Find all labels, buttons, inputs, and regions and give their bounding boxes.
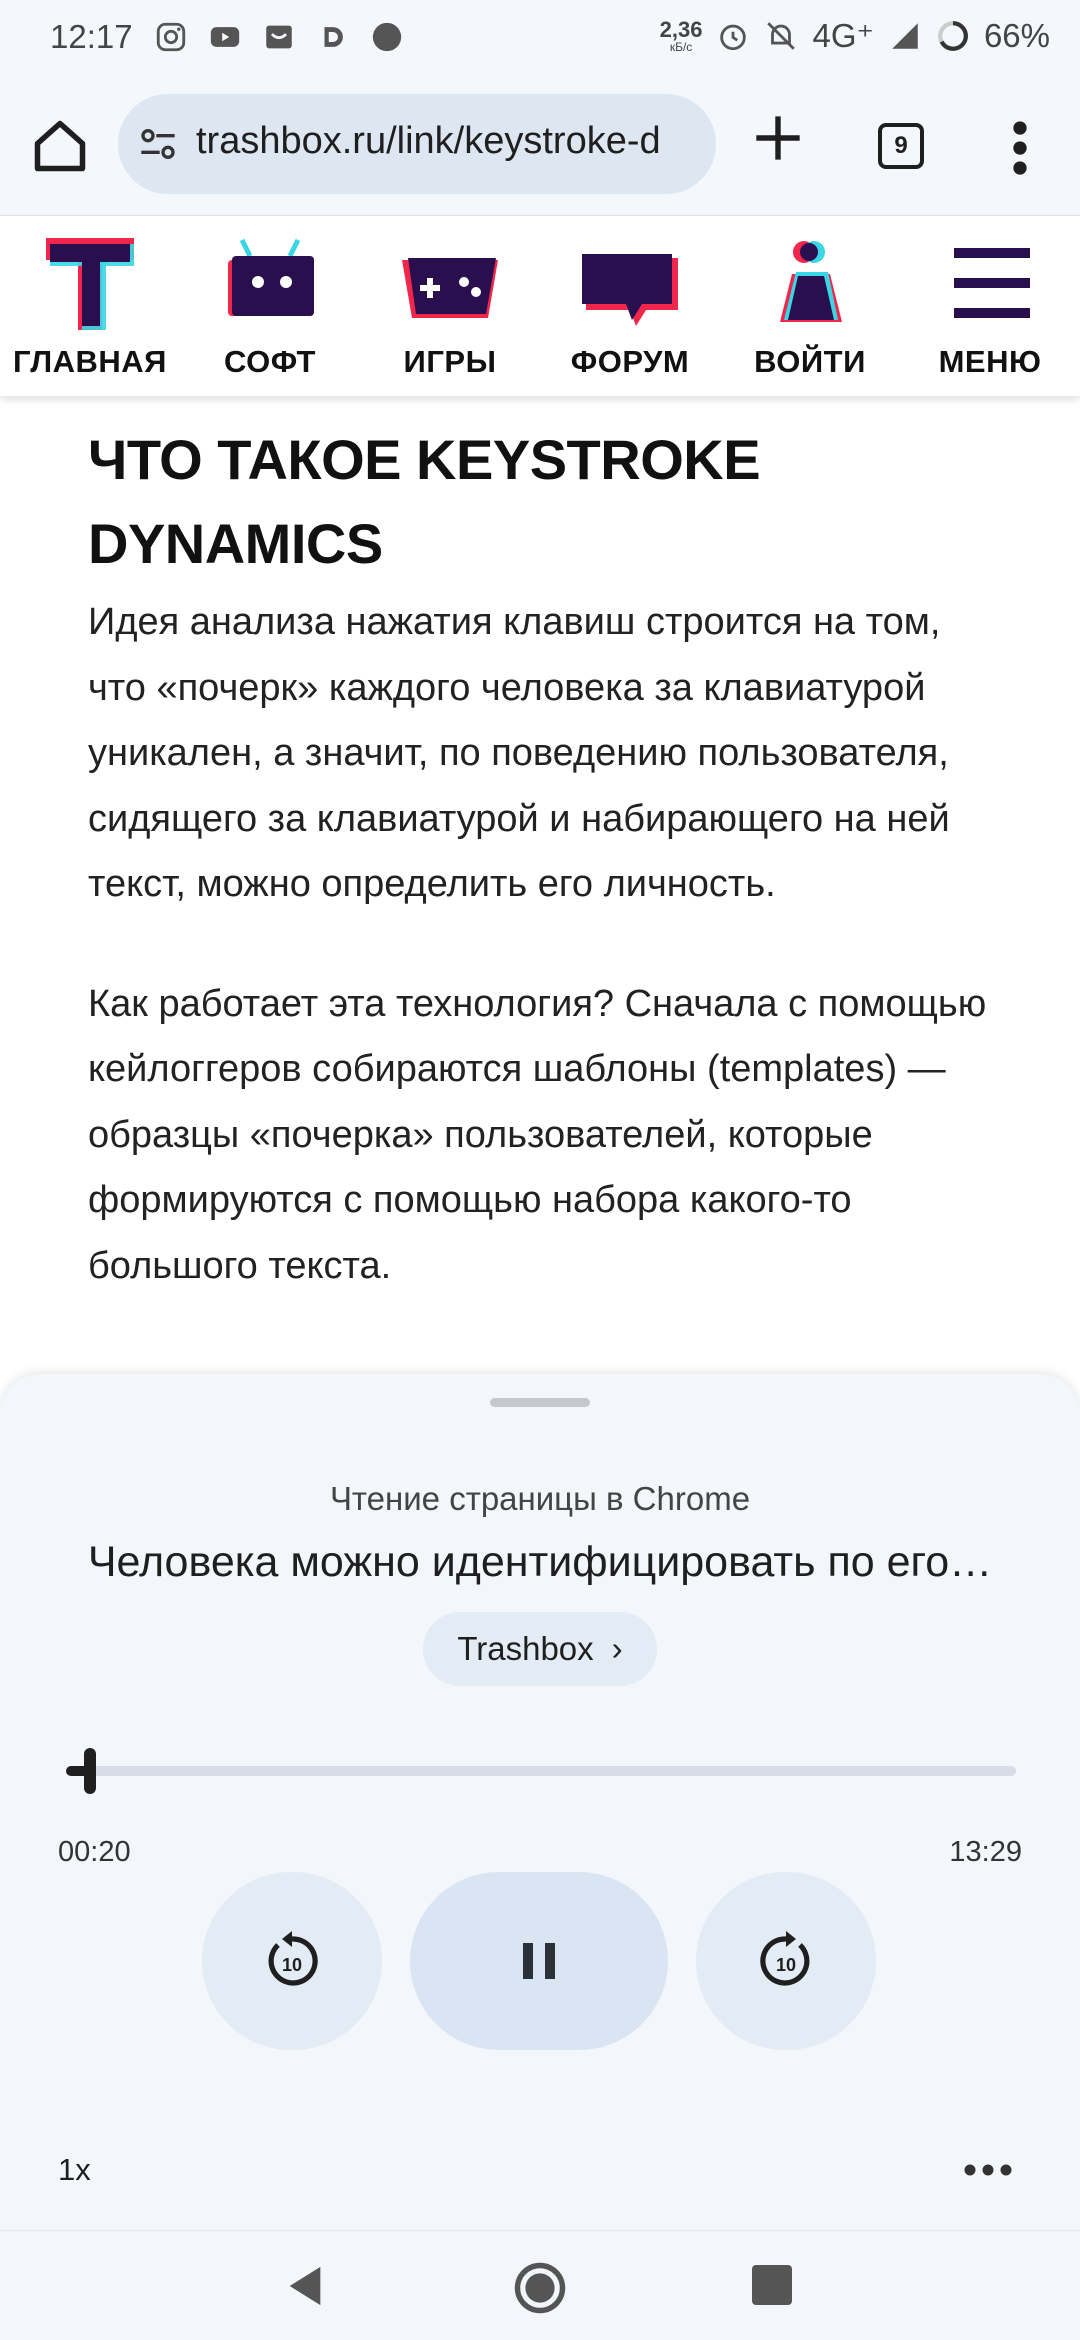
article-heading: ЧТО ТАКОЕ KEYSTROKE DYNAMICS (88, 428, 761, 575)
status-bar (0, 0, 1080, 76)
status-right (660, 16, 1050, 55)
user-icon (760, 234, 860, 334)
forward-button[interactable] (696, 1872, 876, 2050)
time-total: 13:29 (949, 1836, 1022, 1868)
read-aloud-sheet (0, 1374, 1080, 2230)
recents-icon[interactable] (752, 2265, 792, 2305)
nav-label: ВОЙТИ (754, 344, 866, 379)
net-speed-unit: кБ/с (669, 39, 693, 54)
drag-handle[interactable] (490, 1398, 590, 1407)
status-time: 12:17 (50, 18, 133, 55)
hamburger-menu-icon (940, 234, 1040, 334)
nav-label: МЕНЮ (938, 344, 1042, 379)
time-elapsed: 00:20 (58, 1836, 131, 1868)
nav-item-games[interactable] (360, 216, 540, 396)
article-paragraph: Идея анализа нажатия клавиш строится на том, что «почерк» каждого человека за клавиатурой уникален, а значит, по поведению пользователя, сидящего за клавиатурой и набирающего на ней текст, можно определить его личность. (88, 601, 950, 905)
instagram-icon (154, 20, 188, 54)
chevron-right-icon: › (611, 1630, 623, 1667)
network-type: 4G⁺ (812, 17, 874, 54)
signal-icon (888, 19, 922, 53)
battery-level: 66% (983, 16, 1050, 54)
plus-icon[interactable] (752, 112, 804, 164)
net-speed (659, 16, 703, 54)
article-paragraph: Как работает эта технология? Сначала с помощью кейлоггеров собираются шаблоны (templates) — образцы «почерка» пользователей, которые формируются с помощью набора какого-то большого текста. (88, 982, 987, 1287)
forward-10-icon (754, 1929, 818, 1993)
address-bar[interactable] (118, 94, 716, 194)
battery-icon (936, 19, 970, 53)
back-icon[interactable] (282, 2263, 328, 2309)
tune-icon[interactable] (138, 124, 178, 164)
nav-label: СОФТ (224, 344, 316, 379)
home-icon[interactable] (30, 116, 90, 176)
progress-thumb[interactable] (84, 1748, 96, 1794)
pause-icon (515, 1937, 563, 1985)
nav-item-forum[interactable] (540, 216, 720, 396)
nav-item-login[interactable] (720, 216, 900, 396)
browser-toolbar (0, 76, 1080, 216)
mute-bell-icon (764, 19, 798, 53)
playback-speed-button[interactable]: 1x (58, 2152, 91, 2187)
inbox-icon (262, 20, 296, 54)
player-title: Человека можно идентифицировать по его… (87, 1538, 993, 1586)
svg-text:10: 10 (281, 1955, 303, 1975)
android-robot-icon (220, 234, 320, 334)
alarm-icon (716, 19, 750, 53)
youtube-icon (208, 20, 242, 54)
nav-item-soft[interactable] (180, 216, 360, 396)
nav-item-menu[interactable] (900, 216, 1080, 396)
player-subtitle: Чтение страницы в Chrome (329, 1480, 751, 1517)
d-app-icon (316, 20, 350, 54)
source-name: Trashbox (457, 1630, 594, 1667)
dot-icon (370, 20, 404, 54)
rewind-button[interactable] (202, 1872, 382, 2050)
nav-label: ФОРУМ (570, 344, 690, 379)
replay-10-icon (260, 1929, 324, 1993)
notification-icons (154, 20, 404, 54)
article-content (88, 396, 1008, 1299)
source-chip[interactable] (423, 1612, 657, 1686)
svg-text:10: 10 (775, 1955, 797, 1975)
nav-label: ГЛАВНАЯ (13, 344, 167, 379)
nav-label: ИГРЫ (403, 344, 497, 379)
gamepad-icon (400, 234, 500, 334)
url-text[interactable]: trashbox.ru/link/keystroke-d (196, 120, 661, 162)
trashbox-logo-icon (40, 234, 140, 334)
nav-item-main[interactable] (0, 216, 180, 396)
progress-slider[interactable] (66, 1766, 1016, 1776)
more-horiz-icon[interactable] (962, 2160, 1014, 2180)
chat-bubble-icon (580, 234, 680, 334)
more-vert-icon[interactable] (1000, 118, 1040, 178)
pause-button[interactable] (410, 1872, 668, 2050)
system-nav-bar (0, 2230, 1080, 2340)
tab-switcher-button[interactable]: 9 (878, 123, 924, 169)
net-speed-value: 2,36 (659, 16, 703, 42)
site-nav (0, 216, 1080, 396)
home-circle-icon[interactable] (513, 2261, 567, 2315)
